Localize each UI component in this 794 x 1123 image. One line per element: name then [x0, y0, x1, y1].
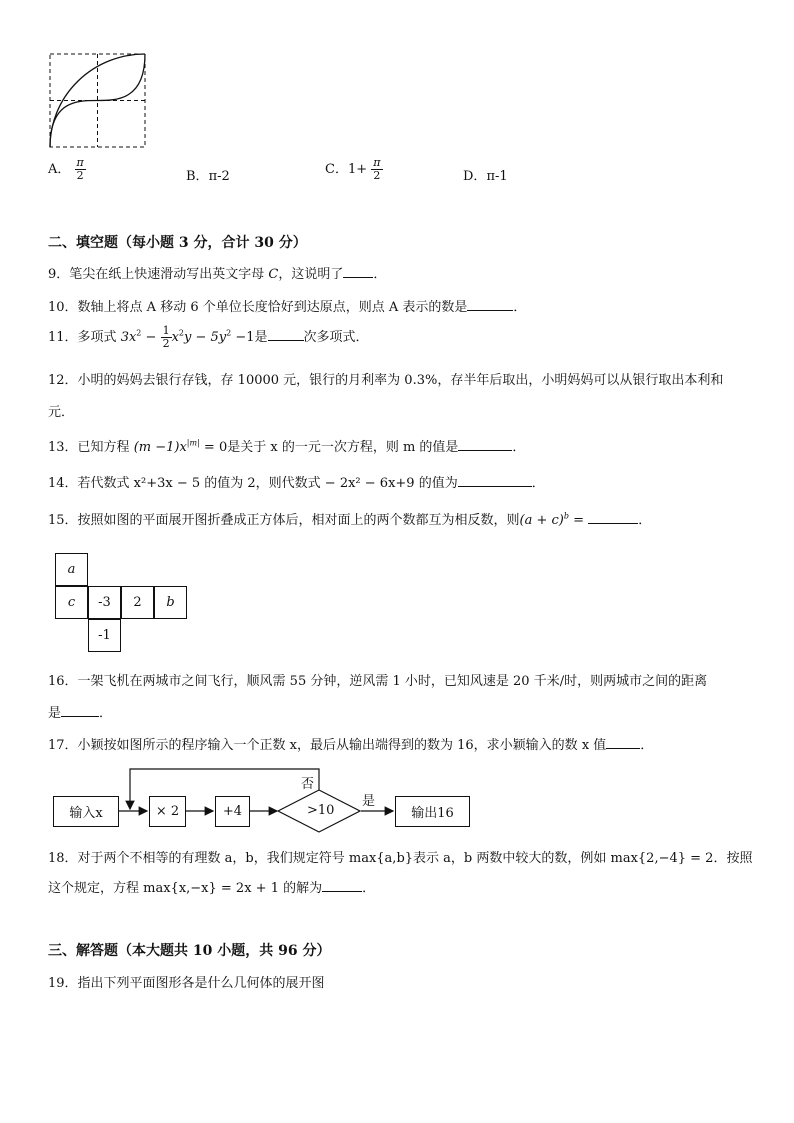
- option-b: B．π-2: [186, 169, 230, 184]
- answer-blank[interactable]: [606, 736, 640, 749]
- section-title: 三、解答题（本大题共 10 小题，共 96 分）: [48, 943, 331, 959]
- flow-yes-label: 是: [362, 794, 376, 809]
- question-10: 10．数轴上将点 A 移动 6 个单位长度恰好到达原点，则点 A 表示的数是 ．: [48, 300, 527, 315]
- net-cell: a: [55, 553, 88, 586]
- answer-blank[interactable]: [343, 265, 373, 278]
- answer-blank[interactable]: [322, 879, 362, 892]
- fraction: $\frac{\pi}{2}$: [76, 156, 84, 182]
- answer-blank[interactable]: [458, 438, 512, 451]
- net-cell: 2: [121, 586, 154, 619]
- question-12-line1: 12．小明的妈妈去银行存钱，存 10000 元，银行的月利率为 0.3%，存半年后取出，小明妈妈可以从银行取出本利和: [48, 373, 724, 388]
- question-13: 13．已知方程 $(m -1)x^{|m|} = 0$是关于 x 的一元一次方程，则 m 的值是 ．: [48, 438, 526, 455]
- question-16-line2: 是 ．: [48, 706, 113, 721]
- flow-plus4-box: +4: [215, 796, 250, 827]
- question-16-line1: 16．一架飞机在两城市之间飞行，顺风需 55 分钟，逆风需 1 小时，已知风速是 20 千米/时，则两城市之间的距离: [48, 674, 708, 689]
- question-11: 11．多项式 $3x^2$ − $\frac{1}{2}$ $x^2y - 5y^2 -1$是 次多项式．: [48, 324, 369, 350]
- q8-figure: [48, 52, 148, 150]
- option-d: D．π-1: [463, 169, 508, 184]
- fraction: $\frac{\pi}{2}$: [373, 156, 381, 182]
- flow-output-box: 输出16: [395, 796, 470, 827]
- question-14: 14．若代数式 x²+3x − 5 的值为 2，则代数式 − 2x² − 6x+9 的值为 ．: [48, 476, 545, 491]
- flow-condition-label: >10: [307, 803, 335, 818]
- question-17: 17．小颖按如图所示的程序输入一个正数 x，最后从输出端得到的数为 16，求小颖输入的数 x 值 ．: [48, 738, 654, 753]
- answer-blank[interactable]: [467, 298, 513, 311]
- flow-times2-box: × 2: [149, 796, 186, 827]
- flow-input-box: 输入x: [53, 796, 119, 827]
- question-9: 9．笔尖在纸上快速滑动写出英文字母 C，这说明了 ．: [48, 267, 387, 282]
- question-19: 19．指出下列平面图形各是什么几何体的展开图: [48, 976, 325, 991]
- answer-blank[interactable]: [588, 511, 638, 524]
- answer-blank[interactable]: [268, 328, 304, 341]
- section-title: 二、填空题（每小题 3 分，合计 30 分）: [48, 235, 307, 251]
- answer-blank[interactable]: [61, 704, 99, 717]
- net-cell: -3: [88, 586, 121, 619]
- question-18-line1: 18．对于两个不相等的有理数 a，b，我们规定符号 max{a,b}表示 a，b 两数中较大的数，例如 max{2,−4} = 2．按照: [48, 851, 753, 866]
- fraction: $\frac{1}{2}$: [162, 324, 170, 350]
- question-18-line2: 这个规定，方程 max{x,−x} = 2x + 1 的解为 ．: [48, 881, 376, 896]
- net-cell: b: [154, 586, 187, 619]
- answer-blank[interactable]: [458, 474, 532, 487]
- question-12-line2: 元．: [48, 405, 75, 420]
- net-cell: -1: [88, 619, 121, 652]
- question-15: 15．按照如图的平面展开图折叠成正方体后，相对面上的两个数都互为相反数，则$(a + c)^b$ = ．: [48, 511, 652, 528]
- option-a: A． $\frac{\pi}{2}$: [48, 156, 84, 182]
- net-cell: c: [55, 586, 88, 619]
- option-c: C．1+ $\frac{\pi}{2}$: [325, 156, 381, 182]
- flow-no-label: 否: [301, 777, 315, 792]
